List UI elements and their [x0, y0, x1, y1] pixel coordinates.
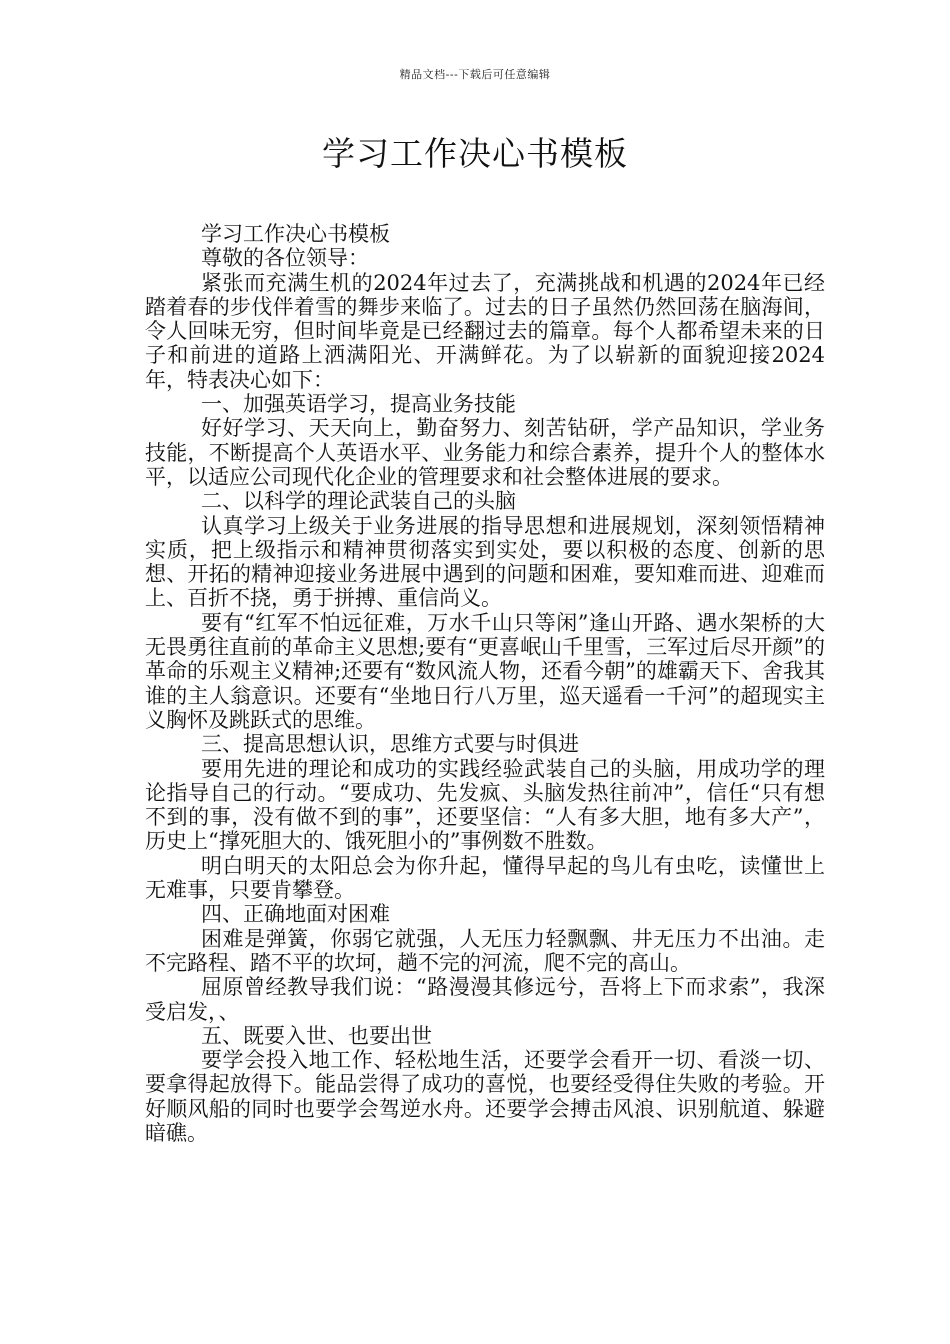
section-heading: 一、加强英语学习，提高业务技能 [201, 392, 516, 417]
paragraph: 要有“红军不怕远征难，万水千山只等闲”逢山开路、遇水架桥的大无畏勇往直前的革命主义思想;要有“更喜岷山千里雪，三军过后尽开颜”的革命的乐观主义精神;还要有“数风流人物，还看今朝”的雄霸天下、舍我其谁的主人翁意识。还要有“坐地日行八万里，巡天遥看一千河”的超现实主义胸怀及跳跃式的思维。 [145, 610, 825, 732]
document-body [145, 222, 825, 1145]
section-heading: 五、既要入世、也要出世 [201, 1023, 432, 1048]
paragraph: 要用先进的理论和成功的实践经验武装自己的头脑，用成功学的理论指导自己的行动。“要成功、先发疯、头脑发热往前冲”，信任“只有想不到的事，没有做不到的事”，还要坚信：“人有多大胆，地有多大产”，历史上“撑死胆大的、饿死胆小的”事例数不胜数。 [145, 756, 825, 854]
paragraph: 认真学习上级关于业务进展的指导思想和进展规划，深刻领悟精神实质，把上级指示和精神贯彻落实到实处，要以积极的态度、创新的思想、开拓的精神迎接业务进展中遇到的问题和困难，要知难而进、迎难而上、百折不挠，勇于拼搏、重信尚义。 [145, 513, 825, 611]
document-title: 学习工作决心书模板 [322, 134, 628, 173]
paragraph: 明白明天的太阳总会为你升起，懂得早起的鸟儿有虫吃，读懂世上无难事，只要肯攀登。 [145, 853, 825, 903]
paragraph: 困难是弹簧，你弱它就强，人无压力轻飘飘、井无压力不出油。走不完路程、踏不平的坎坷，趟不完的河流，爬不完的高山。 [145, 926, 825, 975]
paragraph: 要学会投入地工作、轻松地生活，还要学会看开一切、看淡一切、要拿得起放得下。能品尝得了成功的喜悦，也要经受得住失败的考验。开好顺风船的同时也要学会驾逆水舟。还要学会搏击风浪、识别航道、躲避暗礁。 [145, 1048, 825, 1145]
section-heading: 二、以科学的理论武装自己的头脑 [201, 489, 516, 514]
paragraph: 好好学习、天天向上，勤奋努力、刻苦钻研，学产品知识，学业务技能，不断提高个人英语水平、业务能力和综合素养，提升个人的整体水平，以适应公司现代化企业的管理要求和社会整体进展的要求。 [145, 416, 825, 489]
paragraph: 紧张而充满生机的2024年过去了，充满挑战和机遇的2024年已经踏着春的步伐伴着雪的舞步来临了。过去的日子虽然仍然回荡在脑海间，令人回味无穷，但时间毕竟是已经翻过去的篇章。每个人都希望未来的日子和前进的道路上洒满阳光、开满鲜花。为了以崭新的面貌迎接2024年，特表决心如下： [145, 270, 825, 392]
paragraph-subtitle: 学习工作决心书模板 [201, 222, 390, 246]
section-heading: 三、提高思想认识，思维方式要与时俱进 [201, 732, 579, 757]
section-heading: 四、正确地面对困难 [201, 902, 390, 927]
paragraph: 屈原曾经教导我们说：“路漫漫其修远兮，吾将上下而求索”，我深受启发，、 [145, 975, 825, 1024]
paragraph-salutation: 尊敬的各位领导： [201, 246, 369, 271]
page-header: 精品文档---下载后可任意编辑 [399, 68, 551, 81]
